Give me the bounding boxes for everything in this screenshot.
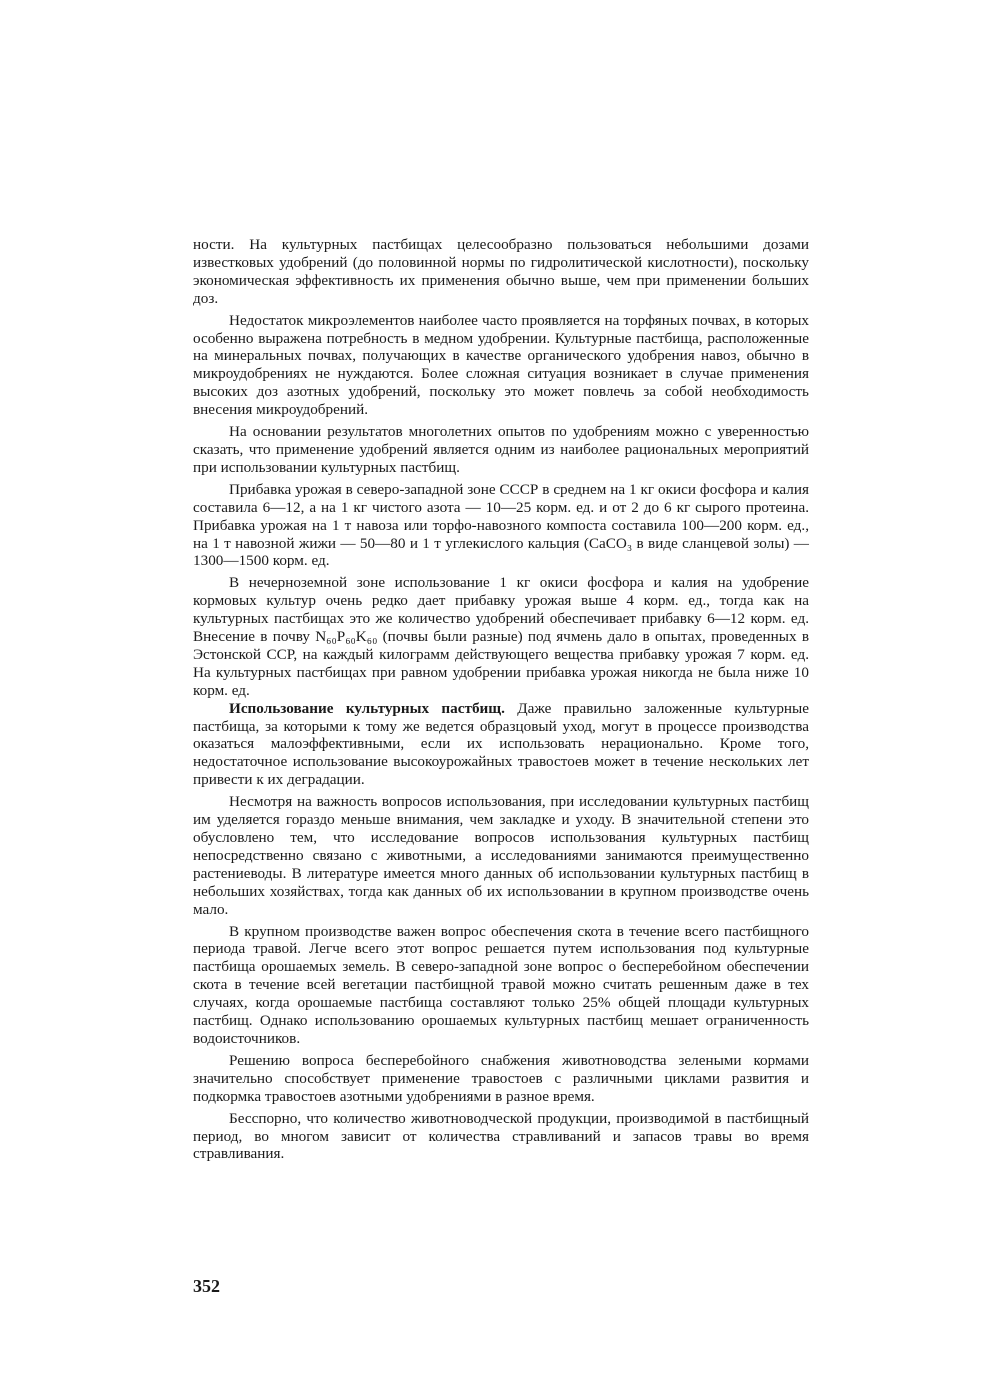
paragraph: Прибавка урожая в северо-западной зоне СССР в среднем на 1 кг окиси фосфора и калия составила 6—12, а на 1 кг чистого азота — 10—25 корм. ед. и от 2 до 6 кг сырого протеина. Прибавка урожая на 1 т навоза или торфо-навозного компоста составила 100—200 корм. ед., на 1 т навозной жижи — 50—80 и 1 т углекислого кальция (CaCO₃ в виде сланцевой золы) — 1300—1500 корм. ед. (193, 480, 809, 570)
section-heading: Использование культурных пастбищ. (229, 699, 505, 717)
paragraph: В нечерноземной зоне использование 1 кг окиси фосфора и калия на удобрение кормовых культур очень редко дает прибавку урожая выше 4 корм. ед., тогда как на культурных пастбищах это же количество удобрений обеспечивает прибавку 6—12 корм. ед. Внесение в почву N₆₀P₆₀K₆₀ (почвы были разные) под ячмень дало в опытах, проведенных в Эстонской ССР, на каждый килограмм действующего вещества прибавку урожая 7 корм. ед. На культурных пастбищах при равном удобрении прибавка урожая никогда не была ниже 10 корм. ед. (193, 574, 809, 699)
paragraph: На основании результатов многолетних опытов по удобрениям можно с уверенностью сказать, что применение удобрений является одним из наиболее рациональных мероприятий при использовании культурных пастбищ. (193, 423, 809, 476)
paragraph: В крупном производстве важен вопрос обеспечения скота в течение всего пастбищного периода травой. Легче всего этот вопрос решается путем использования под культурные пастбища орошаемых земель. В северо-западной зоне вопрос о бесперебойном обеспечении скота в течение всей вегетации пастбищной травой можно считать решенным даже в тех случаях, когда орошаемые пастбища составляют только 25% общей площади культурных пастбищ. Однако использованию орошаемых культурных пастбищ мешает ограниченность водоисточников. (193, 922, 809, 1047)
section-paragraph-text: Даже правильно заложенные культурные пастбища, за которыми к тому же ведется образцовый уход, могут в процессе производства оказаться малоэффективными, если их использовать нерационально. Кроме того, недостаточное использование высокоурожайных травостоев может в течение нескольких лет привести к их деградации. (193, 699, 809, 789)
page-number: 352 (193, 1276, 220, 1296)
body-text (193, 236, 809, 1163)
paragraph: Решению вопроса бесперебойного снабжения животноводства зелеными кормами значительно способствует применение травостоев с различными циклами развития и подкормка травостоев азотными удобрениями в разное время. (193, 1051, 809, 1105)
paragraph: Бесспорно, что количество животноводческой продукции, производимой в пастбищный период, во многом зависит от количества стравливаний и запасов травы во время стравливания. (193, 1109, 809, 1163)
section-paragraph (193, 700, 809, 790)
paragraph: ности. На культурных пастбищах целесообразно пользоваться небольшими дозами известковых удобрений (до половинной нормы по гидролитической кислотности), поскольку экономическая эффективность их применения обычно выше, чем при применении больших доз. (193, 236, 809, 307)
paragraph: Недостаток микроэлементов наиболее часто проявляется на торфяных почвах, в которых особенно выражена потребность в медном удобрении. Культурные пастбища, расположенные на минеральных почвах, получающих в качестве органического удобрения навоз, обычно в микроудобрениях не нуждаются. Более сложная ситуация возникает в случае применения высоких доз азотных удобрений, поскольку это может повлечь за собой необходимость внесения микроудобрений. (193, 311, 809, 419)
paragraph: Несмотря на важность вопросов использования, при исследовании культурных пастбищ им уделяется гораздо меньше внимания, чем закладке и уходу. В значительной степени это обусловлено тем, что исследование вопросов использования культурных пастбищ непосредственно связано с животными, а исследованиями занимаются преимущественно растениеводы. В литературе имеется много данных об использовании культурных пастбищ в небольших хозяйствах, тогда как данных об их использовании в крупном производстве очень мало. (193, 793, 809, 918)
